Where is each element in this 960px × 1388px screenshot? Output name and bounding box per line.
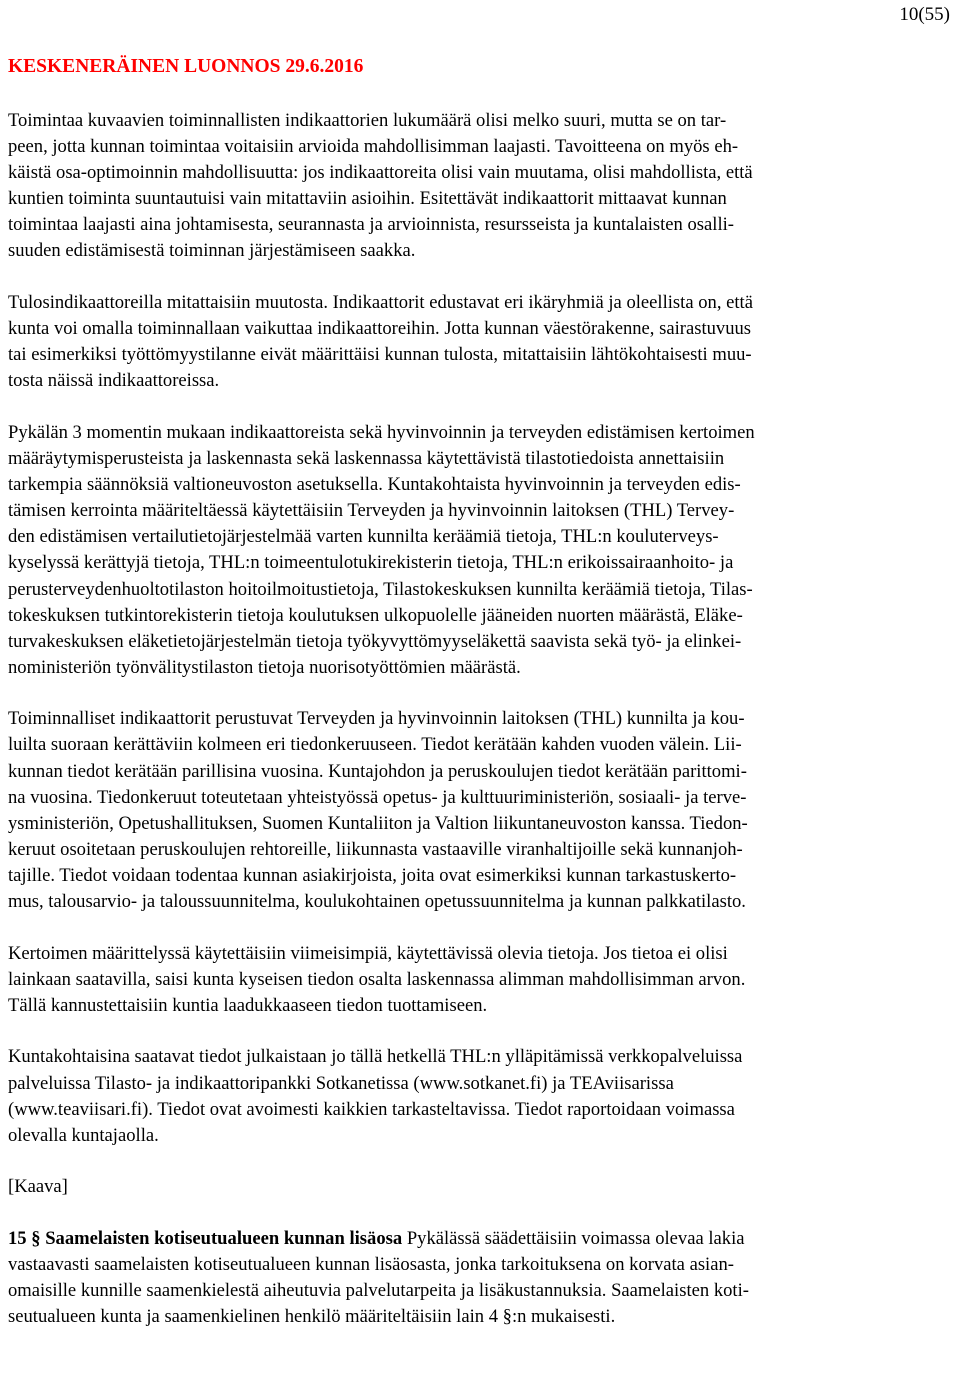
text-line: perusterveydenhuoltotilaston hoitoilmoitustietoja, Tilastokeskuksen kunnilta keräämiä tietoja, Tilas- [8, 578, 753, 600]
text-line: den edistämisen vertailutietojärjestelmää varten kunnilta keräämiä tietoja, THL:n kouluterveys- [8, 526, 719, 548]
text-line: tosta näissä indikaattoreissa. [8, 370, 220, 392]
text-line: Kertoimen määrittelyssä käytettäisiin viimeisimpiä, käytettävissä olevia tietoja. Jos tietoa ei olisi [8, 942, 728, 964]
text-line: ysministeriön, Opetushallituksen, Suomen Kuntaliiton ja Valtion liikuntaneuvoston kanssa. Tiedon- [8, 812, 748, 834]
text-line: mus, talousarvio- ja taloussuunnitelma, koulukohtainen opetussuunnitelma ja kunnan palkkatilasto. [8, 891, 746, 913]
text-line: olevalla kuntajaolla. [8, 1124, 159, 1146]
page-number: 10(55) [899, 4, 950, 25]
text-line: kuntien toiminta suuntautuisi vain mitattaviin asioihin. Esitettävät indikaattorit mittaavat kunnan [8, 188, 727, 210]
paragraph-4 [8, 706, 954, 915]
text-line: käistä osa-optimoinnin mahdollisuutta: jos indikaattoreita olisi vain muutama, olisi mahdollista, että [8, 162, 753, 184]
text-line: Tulosindikaattoreilla mitattaisiin muutosta. Indikaattorit edustavat eri ikäryhmiä ja oleellista on, että [8, 292, 753, 314]
text-line: lainkaan saatavilla, saisi kunta kyseisen tiedon osalta laskennassa alimman mahdollisimman arvon. [8, 968, 746, 990]
paragraph-3 [8, 420, 954, 681]
paragraph-5 [8, 941, 954, 1019]
text-line: tokeskuksen tutkintorekisterin tietoja koulutuksen ulkopuolelle jääneiden nuorten määrästä, Eläke- [8, 604, 743, 626]
text-line: tajille. Tiedot voidaan todentaa kunnan asiakirjoista, joita ovat esimerkiksi kunnan tarkastuskerto- [8, 864, 737, 886]
text-line: seutualueen kunta ja saamenkielinen henkilö määriteltäisiin lain 4 §:n mukaisesti. [8, 1306, 616, 1328]
paragraph-1 [8, 108, 954, 265]
text-line: na vuosina. Tiedonkeruut toteutetaan yhteistyössä opetus- ja kulttuuriministeriön, sosiaali- ja terve- [8, 786, 747, 808]
text-line: nоministeriön työnvälitystilaston tietoja nuorisotyöttömien määrästä. [8, 656, 521, 678]
text-line: määräytymisperusteista ja laskennasta sekä laskennassa käytettävistä tilastotiedoista annettaisiin [8, 448, 725, 470]
text-line: palveluissa Tilasto- ja indikaattoripankki Sotkanetissa (www.sotkanet.fi) ja TEAviisarissa [8, 1072, 674, 1094]
document-body [8, 108, 954, 1356]
text-line: turvakeskuksen eläketietojärjestelmän tietoja työkyvyttömyyseläkettä saavista sekä työ- ja elinkei- [8, 630, 742, 652]
text-line: peen, jotta kunnan toimintaa voitaisiin arvioida mahdollisimman laajasti. Tavoitteena on myös eh- [8, 136, 739, 158]
text-line: omaisille kunnille saamenkielestä aiheutuvia palvelutarpeita ja lisäkustannuksia. Saamelaisten koti- [8, 1280, 749, 1302]
text-line: Toimintaa kuvaavien toiminnallisten indikaattorien lukumäärä olisi melko suuri, mutta se on tar- [8, 110, 727, 131]
paragraph-6 [8, 1044, 954, 1148]
text-line: kunta voi omalla toiminnallaan vaikuttaa indikaattoreihin. Jotta kunnan väestörakenne, sairastuvuus [8, 318, 752, 340]
text-line: tai esimerkiksi työttömyystilanne eivät määrittäisi kunnan tulosta, mitattaisiin lähtökohtaisesti muu- [8, 344, 752, 366]
text-line: kyselyssä kerättyjä tietoja, THL:n toimeentulotukirekisterin tietoja, THL:n erikoissairaanhoito- ja [8, 552, 734, 574]
text-line: tarkempia säännöksiä valtioneuvoston asetuksella. Kuntakohtaista hyvinvoinnin ja terveyden edis- [8, 474, 741, 496]
section-first-line [8, 1226, 954, 1252]
section-heading: 15 § Saamelaisten kotiseutualueen kunnan lisäosa [8, 1227, 403, 1249]
text-line: Tällä kannustettaisiin kuntia laadukkaaseen tiedon tuottamiseen. [8, 994, 488, 1016]
section-15 [8, 1226, 954, 1330]
text-line: vastaavasti saamelaisten kotiseutualueen kunnan lisäosasta, jonka tarkoituksena on korvata asian- [8, 1253, 734, 1275]
section-first-line-text: Pykälässä säädettäisiin voimassa olevaa lakia [402, 1227, 745, 1249]
text-line: Kuntakohtaisina saatavat tiedot julkaistaan jo tällä hetkellä THL:n ylläpitämissä verkkopalveluissa [8, 1046, 743, 1068]
text-line: tämisen kerrointa määriteltäessä käytettäisiin Terveyden ja hyvinvoinnin laitoksen (THL) Tervey- [8, 500, 735, 522]
text-line: suuden edistämisestä toiminnan järjestämiseen saakka. [8, 240, 416, 262]
text-line: Toiminnalliset indikaattorit perustuvat Terveyden ja hyvinvoinnin laitoksen (THL) kunnilta ja kou- [8, 708, 745, 730]
draft-label: KESKENERÄINEN LUONNOS 29.6.2016 [8, 56, 364, 77]
text-line: toimintaa laajasti aina johtamisesta, seurannasta ja arvioinnista, resursseista ja kuntalaisten osalli- [8, 214, 734, 236]
text-line: (www.teaviisari.fi). Tiedot ovat avoimesti kaikkien tarkasteltavissa. Tiedot raportoidaan voimassa [8, 1098, 735, 1120]
text-line: [Kaava] [8, 1176, 68, 1198]
paragraph-2 [8, 290, 954, 394]
text-line: kunnan tiedot kerätään parillisina vuosina. Kuntajohdon ja peruskoulujen tiedot kerätään parittomi- [8, 760, 747, 782]
text-line: Pykälän 3 momentin mukaan indikaattoreista sekä hyvinvoinnin ja terveyden edistämisen kertoimen [8, 421, 755, 443]
text-line: keruut osoitetaan peruskoulujen rehtoreille, liikunnasta vastaaville viranhaltijoille sekä kunnanjoh- [8, 838, 743, 860]
text-line: luilta suoraan kerättäviin kolmeen eri tiedonkeruuseen. Tiedot kerätään kahden vuoden välein. Lii- [8, 734, 742, 756]
formula-placeholder [8, 1174, 954, 1200]
